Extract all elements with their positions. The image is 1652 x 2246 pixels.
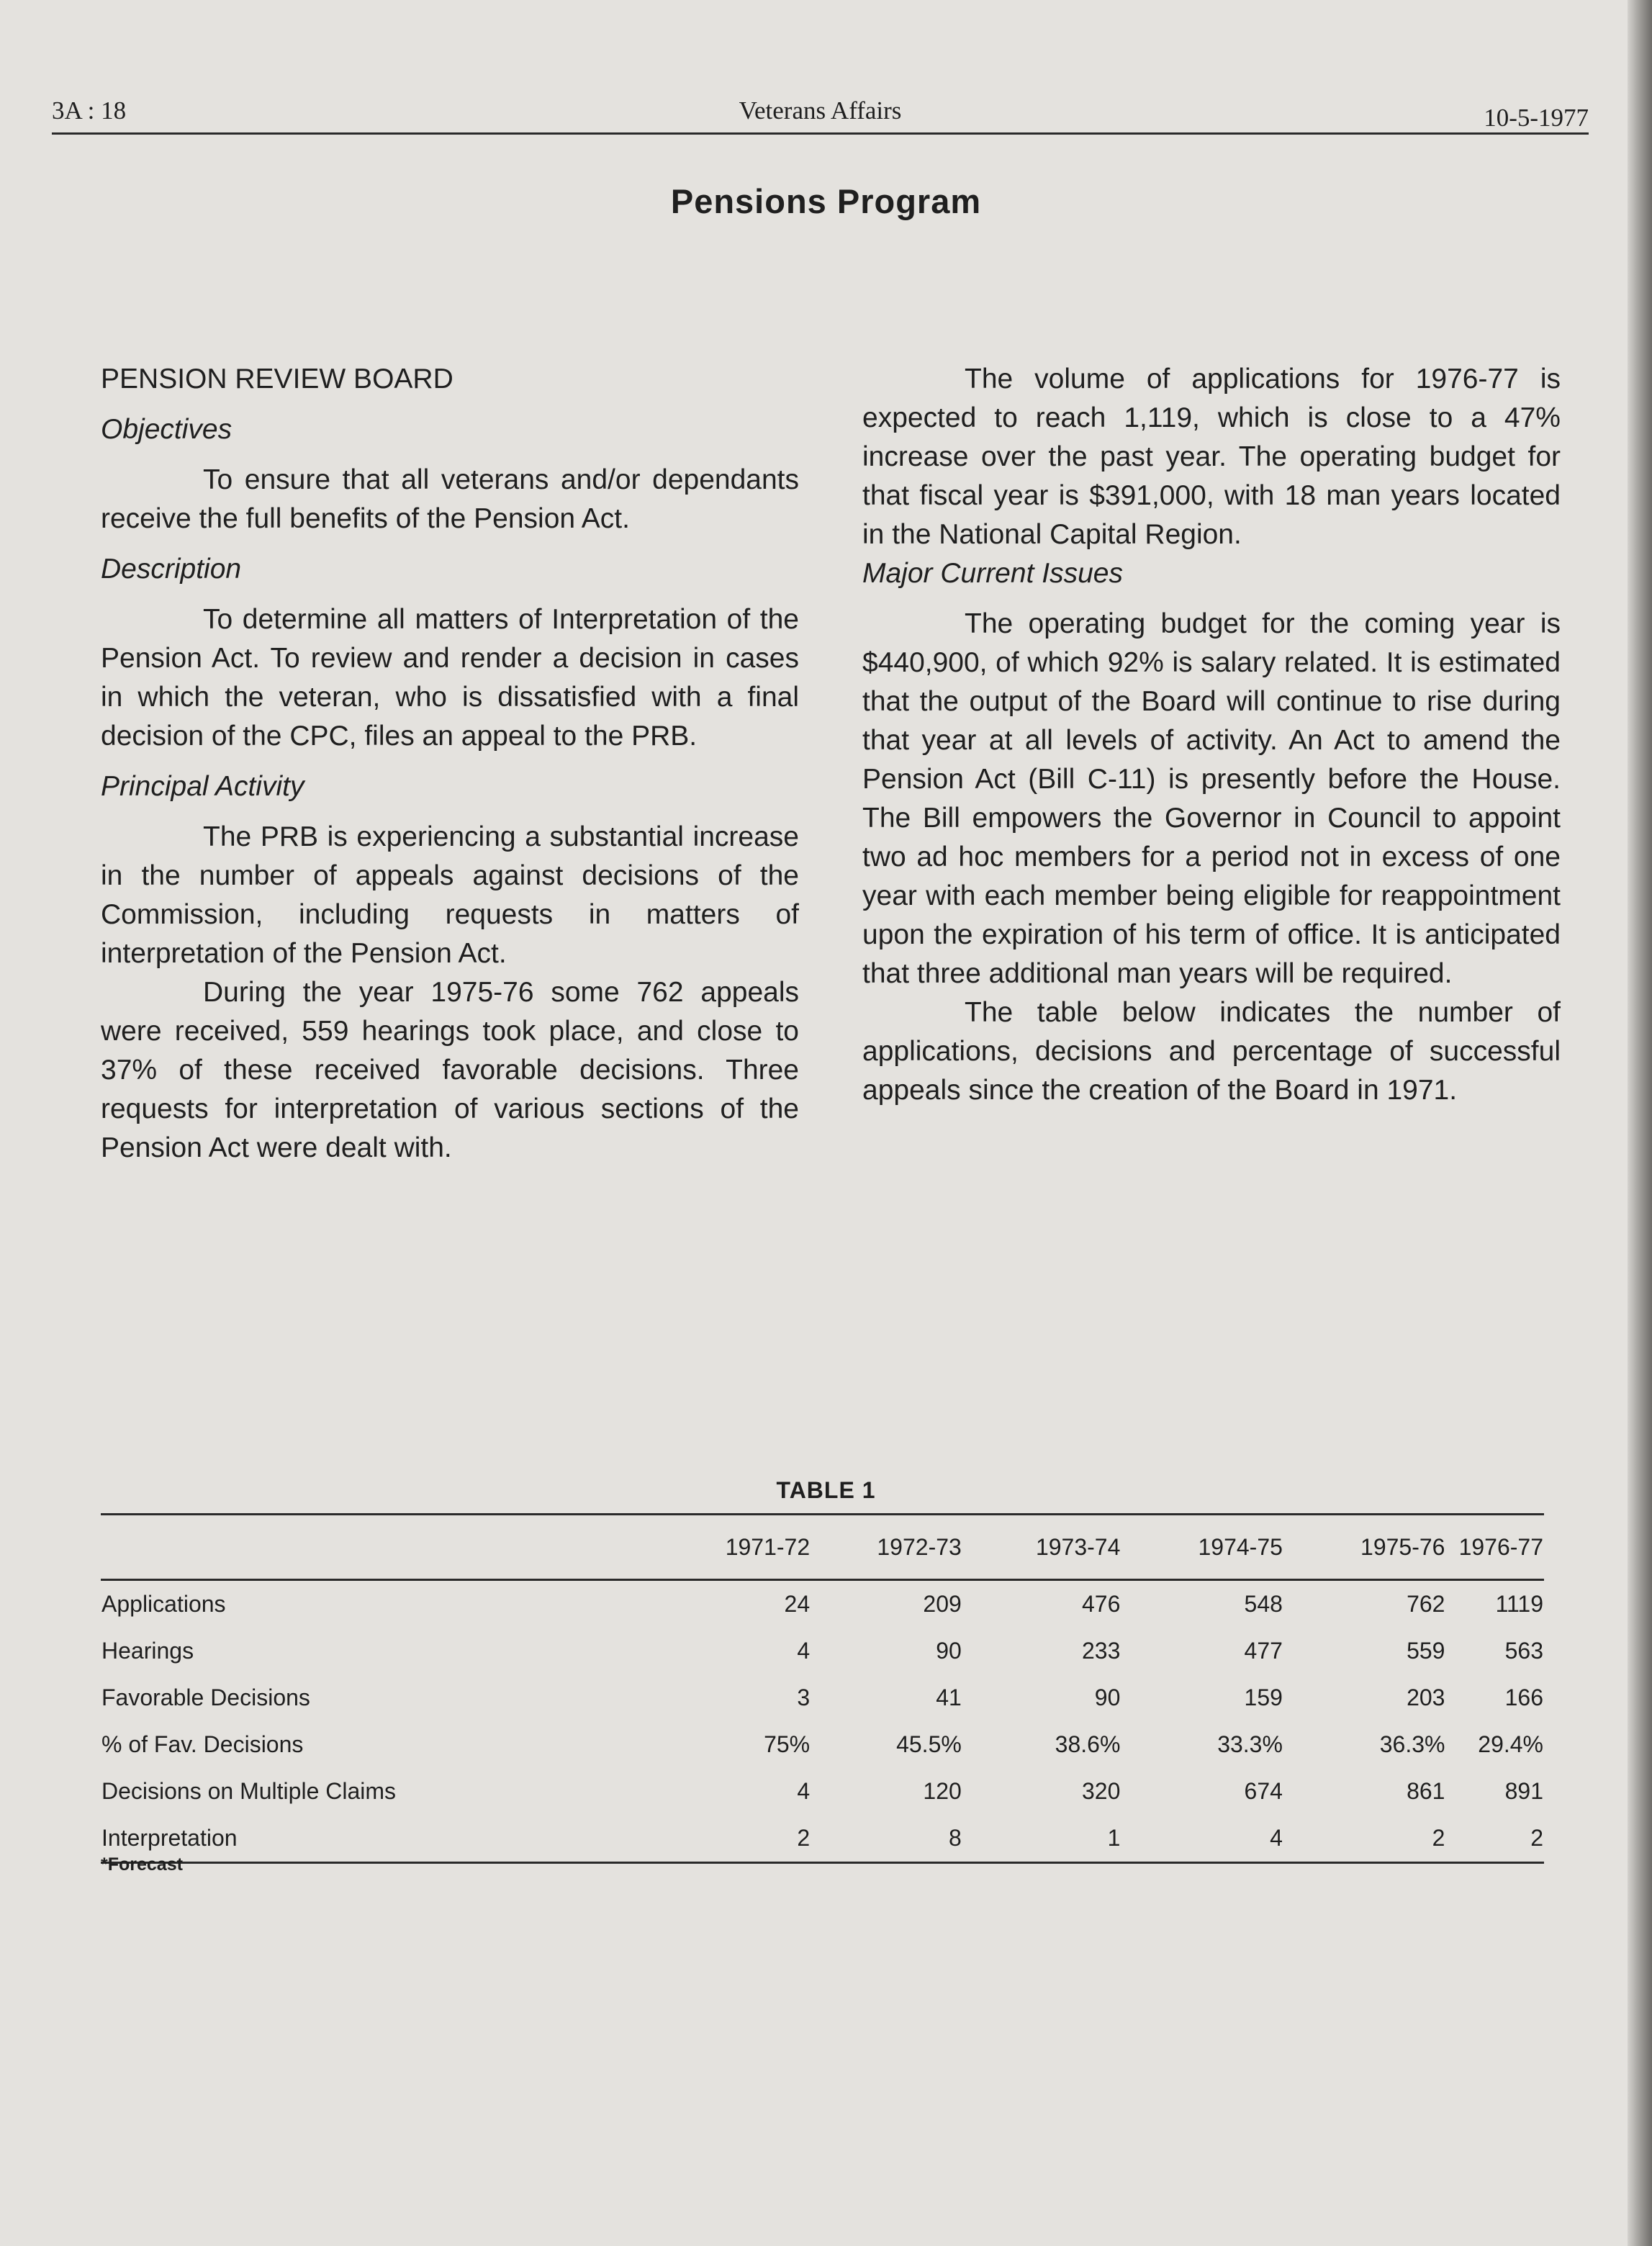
section-title: Veterans Affairs (739, 96, 902, 125)
table-cell: 45.5% (896, 1731, 962, 1757)
table-footnote: *Forecast (101, 1854, 183, 1875)
table-cell: 1119 (1495, 1591, 1543, 1617)
table-cell: 476 (1082, 1591, 1121, 1617)
row-label: Interpretation (101, 1815, 631, 1863)
table-cell: 90 (1094, 1684, 1121, 1710)
table-cell: 563 (1504, 1638, 1543, 1664)
column-header: 1973-74 (962, 1515, 1121, 1580)
row-label-header (101, 1515, 631, 1580)
table-cell: 38.6% (1055, 1731, 1121, 1757)
row-label: Decisions on Multiple Claims (101, 1778, 397, 1804)
column-header: 1976-77 (1445, 1515, 1544, 1580)
column-header: 1972-73 (811, 1515, 962, 1580)
appeals-paragraph: During the year 1975-76 some 762 appeals were received, 559 hearings took place, and close to 37% of these received favorable decisions. Three requests for interpretation of various sections of the Pension Act were dealt with. (101, 977, 799, 1163)
principal-activity-paragraph: The PRB is experiencing a substantial increase in the number of appeals against decisions of the Commission, including requests in matters of interpretation of the Pension Act. (101, 821, 799, 969)
table-cell: 3 (797, 1684, 811, 1710)
table-cell: 4 (797, 1778, 811, 1804)
column-header: 1974-75 (1121, 1515, 1283, 1580)
table-row-hearings (101, 1628, 1544, 1674)
table-cell: 861 (1407, 1778, 1445, 1804)
objectives-heading: Objectives (101, 414, 233, 445)
table-cell: 209 (923, 1591, 962, 1617)
table-row-interpretation (101, 1815, 1544, 1863)
major-issues-paragraph: The operating budget for the coming year is $440,900, of which 92% is salary related. It is estimated that the output of the Board will continue to rise during that year at all levels of activity. An Act to amend the Pension Act (Bill C-11) is presently before the House. The Bill empowers the Governor in Council to appoint two ad hoc members for a period not in excess of one year with each member being eligible for reappointment upon the expiration of his term of office. It is anticipated that three additional man years will be required. (862, 608, 1561, 989)
page-reference: 3A : 18 (52, 96, 127, 125)
table-header-row (101, 1515, 1544, 1580)
table-cell: 24 (784, 1591, 811, 1617)
row-label: Hearings (101, 1638, 194, 1664)
table-cell: 33.3% (1217, 1731, 1283, 1757)
page-header (52, 92, 1589, 135)
table-cell: 2 (1445, 1815, 1544, 1863)
table-cell: 674 (1244, 1778, 1283, 1804)
header-date: 10-5-1977 (1484, 104, 1589, 132)
table-cell: 166 (1504, 1684, 1543, 1710)
table-cell: 1 (962, 1815, 1121, 1863)
table-cell: 548 (1244, 1591, 1283, 1617)
table-row-applications (101, 1580, 1544, 1628)
row-label: % of Fav. Decisions (101, 1731, 304, 1757)
table-cell: 8 (811, 1815, 962, 1863)
row-label: Favorable Decisions (101, 1684, 310, 1710)
description-paragraph: To determine all matters of Interpretation of the Pension Act. To review and render a decision in cases in which the veteran, who is dissatisfied with a final decision of the CPC, files an appeal to the PRB. (101, 604, 799, 752)
table-cell: 75% (764, 1731, 811, 1757)
table-row-percent-favorable (101, 1721, 1544, 1768)
table-cell: 891 (1504, 1778, 1543, 1804)
table-cell: 36.3% (1379, 1731, 1445, 1757)
table-cell: 559 (1407, 1638, 1445, 1664)
table-cell: 203 (1407, 1684, 1445, 1710)
table-cell: 2 (631, 1815, 811, 1863)
table-intro-paragraph: The table below indicates the number of applications, decisions and percentage of successful appeals since the creation of the Board in 1971. (862, 997, 1561, 1106)
volume-paragraph: The volume of applications for 1976-77 is expected to reach 1,119, which is close to a 47% increase over the past year. The operating budget for that fiscal year is $391,000, with 18 man years located in the National Capital Region. (862, 364, 1561, 550)
table-caption: TABLE 1 (776, 1477, 876, 1503)
table-cell: 41 (936, 1684, 962, 1710)
column-header: 1975-76 (1283, 1515, 1446, 1580)
table-cell: 233 (1082, 1638, 1121, 1664)
table-cell: 320 (1082, 1778, 1121, 1804)
table-cell: 29.4% (1478, 1731, 1543, 1757)
table-row-favorable-decisions (101, 1674, 1544, 1721)
column-header: 1971-72 (631, 1515, 811, 1580)
principal-activity-heading: Principal Activity (101, 771, 304, 802)
pension-appeals-table (101, 1513, 1544, 1864)
description-heading: Description (101, 554, 242, 585)
table-cell: 159 (1244, 1684, 1283, 1710)
table-cell: 2 (1283, 1815, 1446, 1863)
major-issues-heading: Major Current Issues (862, 558, 1123, 589)
row-label: Applications (101, 1591, 226, 1617)
table-cell: 477 (1244, 1638, 1283, 1664)
table-cell: 4 (1121, 1815, 1283, 1863)
page-edge-shadow (1628, 0, 1652, 2246)
table-cell: 762 (1407, 1591, 1445, 1617)
table-cell: 90 (936, 1638, 962, 1664)
table-row-multiple-claims (101, 1768, 1544, 1815)
table-cell: 120 (923, 1778, 962, 1804)
right-column (862, 360, 1561, 1110)
table-cell: 4 (797, 1638, 811, 1664)
objectives-paragraph: To ensure that all veterans and/or dependants receive the full benefits of the Pension Act. (101, 464, 799, 534)
left-column (101, 360, 799, 1168)
page-title: Pensions Program (670, 182, 982, 220)
section-heading: PENSION REVIEW BOARD (101, 364, 453, 394)
